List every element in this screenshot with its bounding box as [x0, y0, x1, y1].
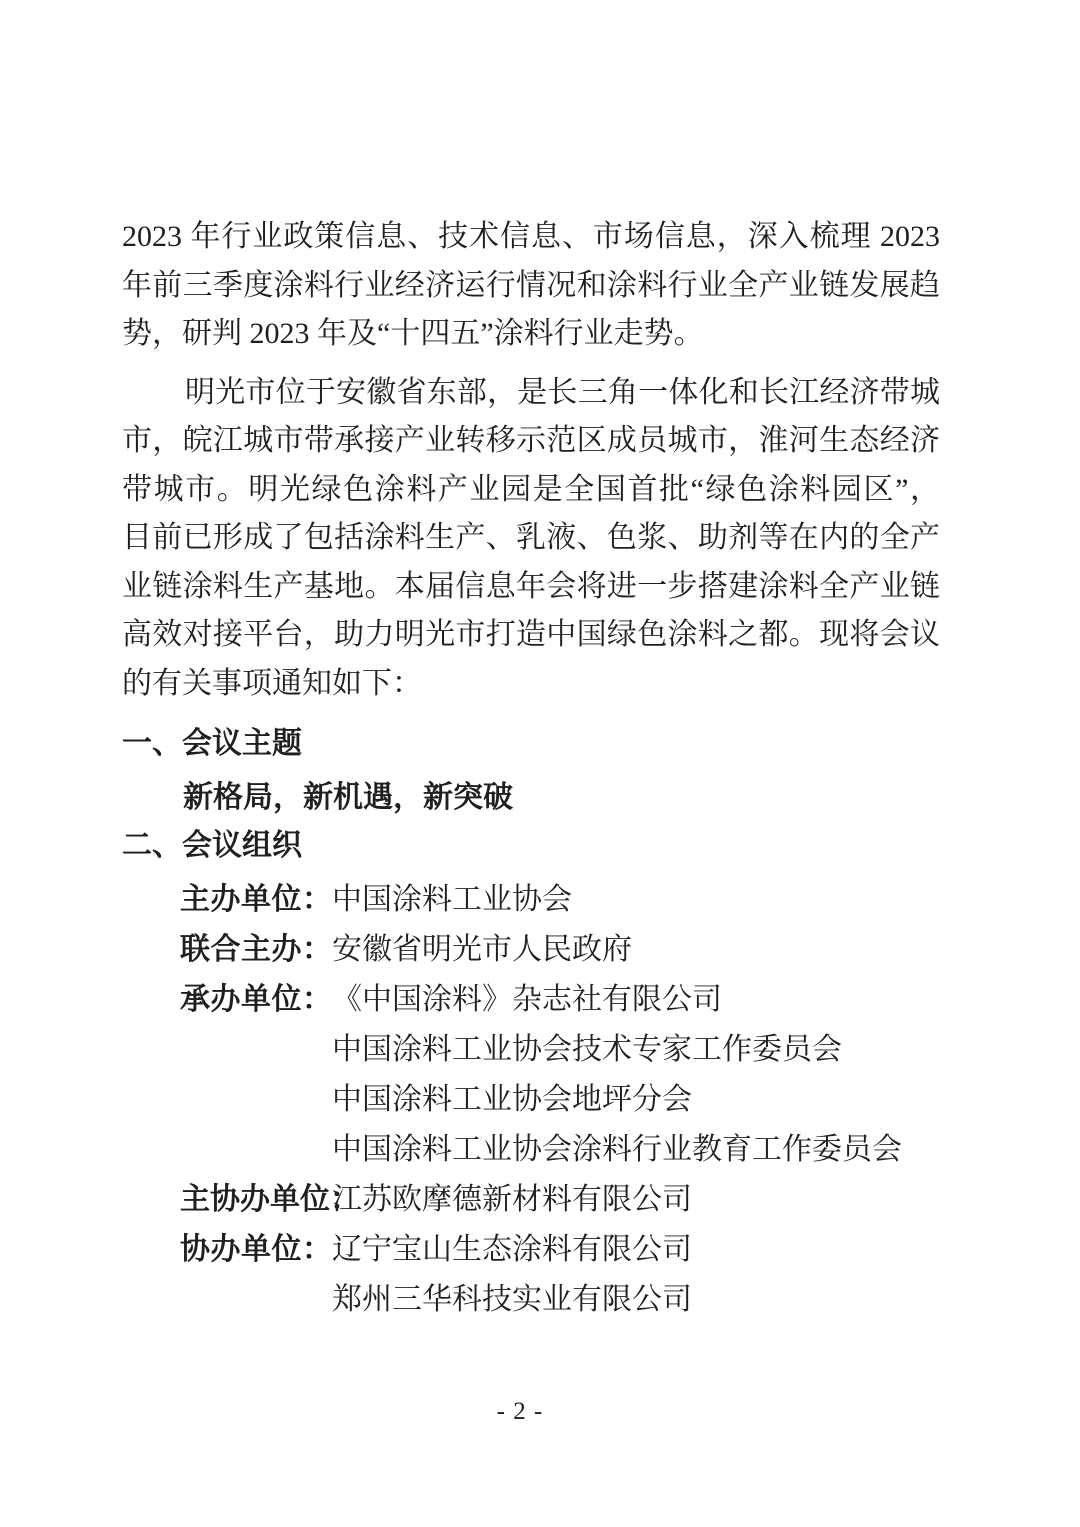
section-heading-organization: 二、会议组织 — [122, 829, 302, 862]
organizer-value: 中国涂料工业协会技术专家工作委员会 — [332, 1032, 842, 1066]
text-line: 带城市。明光绿色涂料产业园是全国首批“绿色涂料园区”， — [122, 472, 940, 506]
organizer-value: 郑州三华科技实业有限公司 — [332, 1282, 692, 1316]
organizer-label: 联合主办： — [180, 932, 332, 966]
text-line: 的有关事项通知如下： — [122, 666, 422, 700]
organizer-row — [122, 1025, 940, 1075]
page-number: - 2 - — [496, 1398, 544, 1425]
text-line: 年前三季度涂料行业经济运行情况和涂料行业全产业链发展趋 — [122, 268, 940, 302]
organizer-list — [122, 875, 940, 1325]
organizer-value: 中国涂料工业协会 — [332, 882, 572, 916]
organizer-value: 辽宁宝山生态涂料有限公司 — [332, 1232, 692, 1266]
section-heading-theme: 一、会议主题 — [122, 727, 302, 760]
paragraph-industry-review — [122, 213, 940, 359]
organizer-value: 江苏欧摩德新材料有限公司 — [332, 1182, 692, 1216]
text-line: 2023 年行业政策信息、技术信息、市场信息，深入梳理 2023 — [122, 220, 940, 253]
organizer-row — [122, 925, 940, 975]
organizer-row — [122, 875, 940, 925]
text-line: 市，皖江城市带承接产业转移示范区成员城市，淮河生态经济 — [122, 424, 940, 457]
organizer-row — [122, 1275, 940, 1325]
organizer-row — [122, 1225, 940, 1275]
text-line: 目前已形成了包括涂料生产、乳液、色浆、助剂等在内的全产 — [122, 521, 940, 554]
paragraph-mingguang-intro — [122, 369, 940, 709]
organizer-value: 《中国涂料》杂志社有限公司 — [332, 982, 722, 1016]
organizer-value: 安徽省明光市人民政府 — [332, 932, 632, 966]
text-line: 业链涂料生产基地。本届信息年会将进一步搭建涂料全产业链 — [122, 569, 940, 603]
document-body — [122, 213, 940, 1325]
text-line: 明光市位于安徽省东部，是长三角一体化和长江经济带城 — [185, 375, 940, 409]
organizer-value: 中国涂料工业协会涂料行业教育工作委员会 — [332, 1132, 902, 1166]
organizer-row — [122, 1075, 940, 1125]
organizer-value: 中国涂料工业协会地坪分会 — [332, 1082, 692, 1116]
organizer-row — [122, 1125, 940, 1175]
organizer-label: 主办单位： — [180, 882, 332, 916]
conference-theme: 新格局，新机遇，新突破 — [183, 780, 513, 814]
text-line: 高效对接平台，助力明光市打造中国绿色涂料之都。现将会议 — [122, 618, 940, 651]
organizer-label: 主协办单位： — [180, 1182, 360, 1216]
text-line: 势，研判 2023 年及“十四五”涂料行业走势。 — [122, 317, 704, 350]
organizer-row — [122, 975, 940, 1025]
organizer-row — [122, 1175, 940, 1225]
organizer-label: 承办单位： — [180, 982, 332, 1016]
organizer-label: 协办单位： — [180, 1232, 332, 1266]
